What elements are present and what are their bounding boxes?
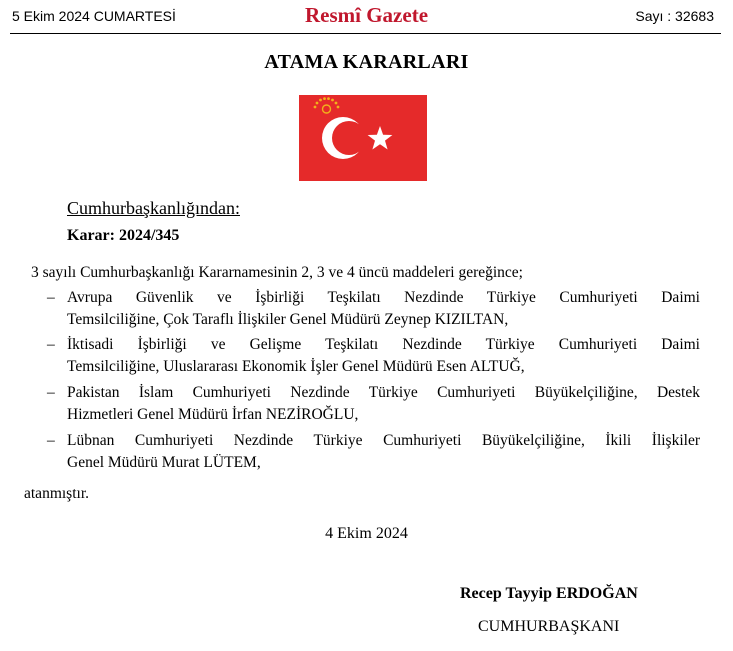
appointment-item: [47, 430, 700, 474]
closing-text: atanmıştır.: [24, 485, 90, 502]
appointment-line: Hizmetleri Genel Müdürü İrfan NEZİROĞLU,: [67, 406, 359, 423]
turkish-flag-icon: [299, 95, 427, 181]
decision-number: Karar: 2024/345: [67, 227, 180, 244]
list-dash: –: [47, 432, 55, 449]
list-dash: –: [47, 289, 55, 306]
section-title: ATAMA KARARLARI: [264, 51, 469, 73]
header-date: 5 Ekim 2024 CUMARTESİ: [12, 8, 176, 24]
appointment-line: Lübnan Cumhuriyeti Nezdinde Türkiye Cumhuriyeti Büyükelçiliğine, İkili İlişkiler: [67, 432, 700, 449]
appointment-item: [47, 382, 700, 426]
decision-date: 4 Ekim 2024: [325, 525, 408, 542]
issue-number: Sayı : 32683: [635, 8, 714, 24]
signer-name: Recep Tayyip ERDOĞAN: [460, 585, 638, 602]
intro-paragraph: 3 sayılı Cumhurbaşkanlığı Kararnamesinin 2, 3 ve 4 üncü maddeleri gereğince;: [31, 264, 523, 281]
appointment-item: [47, 287, 700, 331]
appointment-item: [47, 334, 700, 378]
appointment-line: Avrupa Güvenlik ve İşbirliği Teşkilatı Nezdinde Türkiye Cumhuriyeti Daimi: [67, 289, 700, 306]
appointment-line: İktisadi İşbirliği ve Gelişme Teşkilatı Nezdinde Türkiye Cumhuriyeti Daimi: [67, 336, 700, 353]
list-dash: –: [47, 384, 55, 401]
appointment-line: Pakistan İslam Cumhuriyeti Nezdinde Türkiye Cumhuriyeti Büyükelçiliğine, Destek: [67, 384, 700, 401]
appointment-line: Genel Müdürü Murat LÜTEM,: [67, 454, 261, 471]
header-divider: [10, 33, 721, 34]
publication-title: Resmî Gazete: [304, 3, 429, 27]
issuer-heading: Cumhurbaşkanlığından:: [67, 198, 240, 218]
signer-title: CUMHURBAŞKANI: [478, 618, 620, 635]
appointment-line: Temsilciliğine, Uluslararası Ekonomik İşler Genel Müdürü Esen ALTUĞ,: [67, 358, 525, 375]
list-dash: –: [47, 336, 55, 353]
appointment-line: Temsilciliğine, Çok Taraflı İlişkiler Genel Müdürü Zeynep KIZILTAN,: [67, 311, 509, 328]
gazette-header: [0, 0, 733, 34]
